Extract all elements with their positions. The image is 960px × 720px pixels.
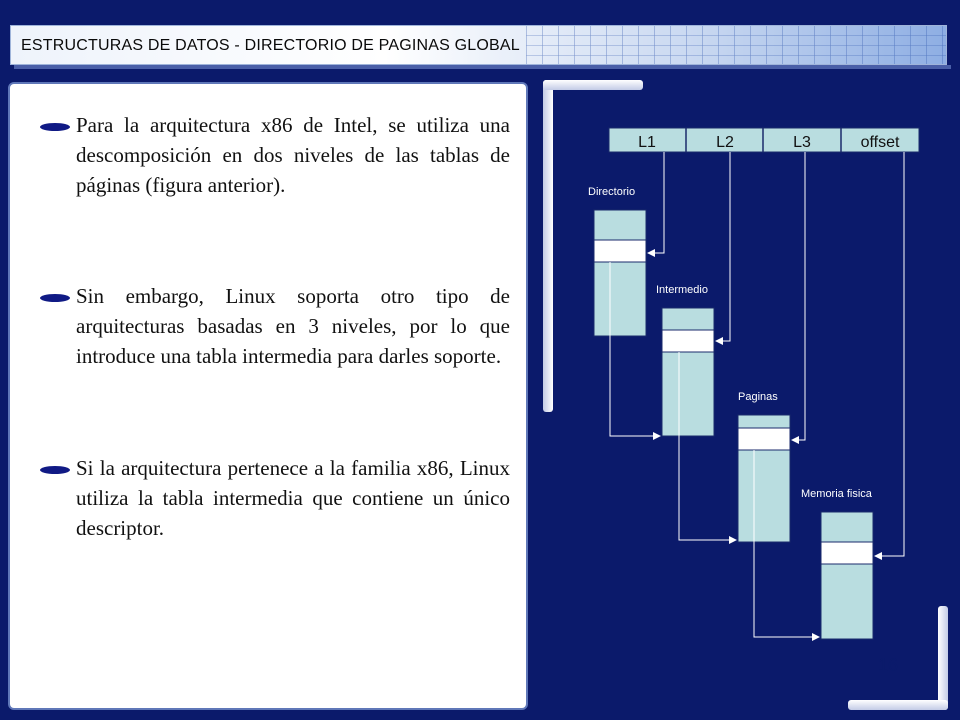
arrow-l1-to-directorio bbox=[648, 152, 664, 253]
label-paginas: Paginas bbox=[738, 391, 778, 403]
field-l3: L3 bbox=[793, 134, 811, 151]
label-memoria-fisica: Memoria fisica bbox=[801, 488, 872, 500]
paragraph-3: Si la arquitectura pertenece a la familia x86, Linux utiliza la tabla intermedia que contiene un único descriptor. bbox=[76, 456, 510, 540]
label-intermedio: Intermedio bbox=[656, 284, 708, 296]
arrow-l2-to-intermedio bbox=[716, 152, 730, 341]
field-l1: L1 bbox=[638, 134, 656, 151]
entry-intermedio bbox=[662, 330, 714, 352]
field-l2: L2 bbox=[716, 134, 734, 151]
paragraph-2: Sin embargo, Linux soporta otro tipo de arquitecturas basadas en 3 niveles, por lo que introduce una tabla intermedia para darles soporte. bbox=[76, 284, 510, 368]
entry-directorio bbox=[594, 240, 646, 262]
label-directorio: Directorio bbox=[588, 186, 636, 198]
entry-memoria-fisica bbox=[821, 542, 873, 564]
arrow-l3-to-paginas bbox=[792, 152, 805, 440]
paragraph-1: Para la arquitectura x86 de Intel, se utiliza una descomposición en dos niveles de las tablas de páginas (figura anterior). bbox=[76, 113, 510, 197]
field-offset: offset bbox=[860, 134, 900, 151]
page-number: 16 bbox=[877, 655, 899, 675]
table-intermedio bbox=[662, 308, 714, 436]
table-directorio bbox=[594, 210, 646, 336]
entry-paginas bbox=[738, 428, 790, 450]
table-memoria-fisica bbox=[821, 512, 873, 639]
slide-title: ESTRUCTURAS DE DATOS - DIRECTORIO DE PAGINAS GLOBAL bbox=[21, 37, 520, 54]
arrow-offset-to-memoria bbox=[875, 152, 904, 556]
